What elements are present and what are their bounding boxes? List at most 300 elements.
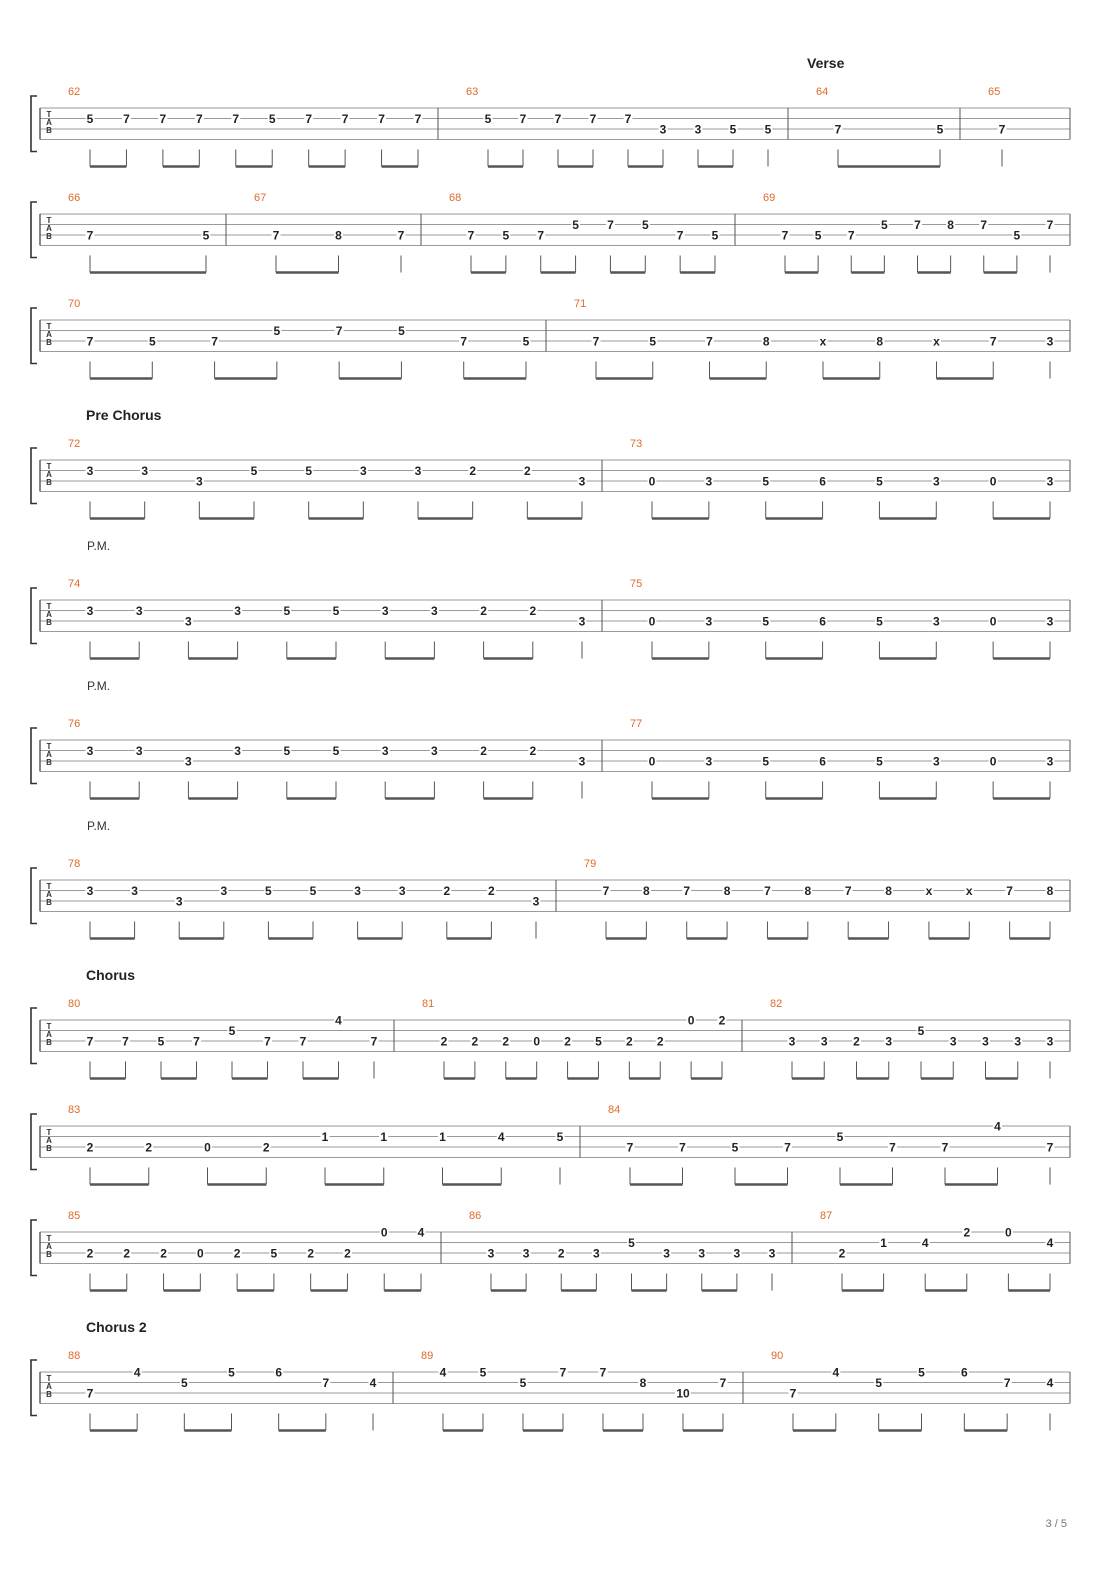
fret-number: 5 — [936, 122, 944, 137]
measure-number: 77 — [630, 718, 643, 730]
fret-number: 2 — [488, 884, 495, 898]
fret-number: 3 — [195, 474, 203, 489]
measure-number: 66 — [68, 192, 81, 204]
measure-number: 89 — [421, 1350, 434, 1362]
fret-number: 7 — [211, 334, 218, 349]
palm-mute-annotation: P.M. — [87, 819, 111, 833]
tab-clef-letter: T — [46, 882, 52, 891]
fret-number: 7 — [1003, 1376, 1011, 1390]
measure-number: 88 — [68, 1350, 81, 1362]
fret-number: 4 — [1046, 1236, 1054, 1250]
fret-number: 3 — [141, 464, 149, 478]
tab-clef-letter: B — [46, 758, 52, 767]
fret-number: 5 — [283, 744, 291, 758]
tab-clef-letter: A — [46, 890, 52, 899]
fret-number: 7 — [592, 334, 600, 349]
fret-number: 5 — [250, 464, 258, 478]
fret-number: 3 — [86, 744, 94, 758]
fret-number: 3 — [698, 1246, 706, 1261]
fret-number: 7 — [335, 324, 343, 338]
fret-number: 7 — [607, 218, 614, 232]
fret-number: 5 — [876, 474, 883, 489]
staff-system — [31, 539, 1070, 659]
fret-number: 2 — [307, 1246, 315, 1261]
fret-number: 2 — [443, 884, 451, 898]
fret-number: 7 — [706, 334, 713, 349]
tab-clef-letter: A — [46, 224, 52, 233]
fret-number: 5 — [711, 228, 719, 243]
fret-number: 1 — [380, 1130, 388, 1144]
fret-number: 5 — [270, 1246, 278, 1261]
measure-number: 86 — [469, 1210, 482, 1222]
fret-number: 3 — [1046, 1034, 1054, 1049]
fret-number: 4 — [335, 1013, 342, 1028]
fret-number: 7 — [397, 228, 405, 243]
palm-mute-annotation: P.M. — [87, 679, 111, 693]
system-bracket — [31, 448, 37, 504]
fret-number: 7 — [1046, 1140, 1054, 1155]
fret-number: 7 — [305, 112, 313, 126]
fret-number: 5 — [814, 228, 822, 243]
fret-number: 7 — [989, 334, 997, 349]
fret-number: 8 — [335, 228, 342, 243]
fret-number: 2 — [838, 1246, 846, 1261]
section-marker: Chorus — [86, 967, 135, 983]
fret-number: 3 — [982, 1034, 989, 1049]
fret-number: 7 — [122, 1034, 129, 1049]
measure-number: 62 — [68, 86, 81, 98]
fret-number: 7 — [781, 228, 789, 243]
fret-number: 4 — [994, 1119, 1001, 1134]
tab-clef-letter: A — [46, 330, 52, 339]
fret-number: 3 — [234, 744, 241, 758]
fret-number: 7 — [980, 218, 988, 232]
system-bracket — [31, 588, 37, 644]
system-bracket — [31, 868, 37, 924]
staff-system — [31, 1319, 1070, 1431]
fret-number: 3 — [705, 474, 713, 489]
fret-number: 5 — [918, 1365, 925, 1380]
fret-number: 5 — [595, 1034, 602, 1049]
fret-number: 5 — [876, 614, 883, 629]
tab-clef-letter: B — [46, 1390, 52, 1399]
fret-number: 6 — [819, 474, 826, 489]
tab-clef-letter: A — [46, 470, 52, 479]
fret-number: 2 — [233, 1246, 241, 1261]
system-bracket — [31, 728, 37, 784]
tab-clef-letter: B — [46, 478, 52, 487]
fret-number: 3 — [135, 604, 143, 618]
fret-number: 7 — [86, 1386, 94, 1401]
fret-number: 7 — [370, 1034, 378, 1049]
fret-number: 3 — [1014, 1034, 1022, 1049]
fret-number: 3 — [135, 744, 143, 758]
fret-number: 8 — [804, 884, 812, 898]
fret-number: 2 — [145, 1140, 153, 1155]
fret-number: 3 — [1046, 334, 1054, 349]
fret-number: 5 — [157, 1034, 165, 1049]
system-bracket — [31, 308, 37, 364]
fret-number: 3 — [532, 894, 540, 909]
fret-number: 5 — [641, 218, 649, 232]
measure-number: 87 — [820, 1210, 833, 1222]
measure-number: 63 — [466, 86, 479, 98]
fret-number: 5 — [731, 1140, 739, 1155]
measure-number: 80 — [68, 998, 81, 1010]
fret-number: 2 — [160, 1246, 167, 1261]
fret-number: 5 — [332, 604, 340, 618]
palm-mute-annotation: P.M. — [87, 539, 111, 553]
fret-number: 2 — [123, 1246, 131, 1261]
fret-number: 2 — [262, 1140, 270, 1155]
fret-number: 3 — [949, 1034, 957, 1049]
staff-system — [31, 55, 1070, 167]
fret-number: 7 — [519, 112, 527, 126]
fret-number: 8 — [762, 334, 770, 349]
fret-number: 7 — [414, 112, 422, 126]
tab-clef-letter: B — [46, 1250, 52, 1259]
fret-number: 2 — [440, 1034, 448, 1049]
fret-number: 3 — [359, 464, 367, 478]
measure-number: 82 — [770, 998, 783, 1010]
fret-number: 5 — [332, 744, 340, 758]
measure-number: 79 — [584, 858, 597, 870]
fret-number: 3 — [788, 1034, 796, 1049]
fret-number: 7 — [264, 1034, 271, 1049]
measure-number: 73 — [630, 438, 643, 450]
fret-number: 0 — [648, 754, 656, 769]
fret-number: 3 — [234, 604, 241, 618]
fret-number: 8 — [723, 884, 731, 898]
fret-number: x — [933, 334, 940, 349]
fret-number: 3 — [131, 884, 138, 898]
fret-number: 5 — [265, 884, 272, 898]
fret-number: 5 — [762, 474, 770, 489]
tab-clef-letter: T — [46, 1234, 52, 1243]
fret-number: 1 — [321, 1130, 329, 1144]
measure-number: 72 — [68, 438, 81, 450]
measure-number: 76 — [68, 718, 81, 730]
fret-number: 5 — [556, 1130, 564, 1144]
fret-number: 10 — [676, 1386, 690, 1401]
fret-number: 2 — [529, 744, 537, 758]
fret-number: 5 — [273, 324, 281, 338]
fret-number: 7 — [1006, 884, 1013, 898]
fret-number: 5 — [86, 112, 94, 126]
fret-number: 3 — [1046, 614, 1054, 629]
fret-number: 5 — [1013, 228, 1021, 243]
fret-number: 7 — [1046, 218, 1054, 232]
fret-number: 2 — [656, 1034, 664, 1049]
fret-number: 3 — [431, 604, 438, 618]
measure-number: 69 — [763, 192, 776, 204]
fret-number: x — [819, 334, 827, 349]
measure-number: 90 — [771, 1350, 784, 1362]
staff-system — [31, 1210, 1070, 1291]
fret-number: 3 — [659, 122, 667, 137]
fret-number: 3 — [932, 754, 940, 769]
tab-clef-letter: B — [46, 126, 52, 135]
fret-number: 7 — [554, 112, 562, 126]
fret-number: 3 — [185, 754, 192, 769]
fret-number: 7 — [626, 1140, 634, 1155]
fret-number: 3 — [663, 1246, 670, 1261]
fret-number: 3 — [175, 894, 183, 909]
fret-number: 2 — [523, 464, 531, 478]
fret-number: 3 — [398, 884, 406, 898]
fret-number: 0 — [687, 1013, 695, 1028]
fret-number: 5 — [309, 884, 317, 898]
fret-number: 3 — [705, 754, 713, 769]
fret-number: 3 — [86, 464, 94, 478]
fret-number: 5 — [729, 122, 737, 137]
fret-number: 4 — [133, 1365, 141, 1380]
fret-number: 0 — [989, 754, 997, 769]
fret-number: 5 — [305, 464, 313, 478]
measure-number: 65 — [988, 86, 1001, 98]
fret-number: 8 — [643, 884, 650, 898]
fret-number: 5 — [283, 604, 291, 618]
tab-clef-letter: A — [46, 1382, 52, 1391]
fret-number: 1 — [439, 1130, 446, 1144]
section-marker: Chorus 2 — [86, 1319, 147, 1335]
fret-number: 2 — [853, 1034, 860, 1049]
tab-clef-letter: A — [46, 1136, 52, 1145]
fret-number: 2 — [529, 604, 537, 618]
fret-number: 8 — [639, 1376, 647, 1390]
fret-number: 5 — [228, 1365, 235, 1380]
fret-number: 7 — [299, 1034, 307, 1049]
fret-number: 2 — [502, 1034, 510, 1049]
fret-number: x — [965, 884, 973, 898]
fret-number: 5 — [519, 1376, 527, 1390]
fret-number: 5 — [836, 1130, 844, 1144]
fret-number: 3 — [593, 1246, 600, 1261]
fret-number: 3 — [932, 474, 940, 489]
fret-number: 3 — [932, 614, 940, 629]
fret-number: 7 — [764, 884, 771, 898]
fret-number: 0 — [533, 1034, 541, 1049]
fret-number: 3 — [381, 604, 389, 618]
fret-number: 8 — [885, 884, 892, 898]
fret-number: 2 — [480, 744, 487, 758]
fret-number: 2 — [480, 604, 487, 618]
fret-number: 4 — [1046, 1376, 1054, 1390]
fret-number: 6 — [819, 614, 826, 629]
fret-number: 4 — [832, 1365, 840, 1380]
fret-number: 5 — [917, 1024, 925, 1038]
fret-number: 7 — [679, 1140, 686, 1155]
fret-number: 3 — [86, 604, 94, 618]
fret-number: 3 — [354, 884, 361, 898]
tab-clef-letter: T — [46, 322, 52, 331]
fret-number: 7 — [784, 1140, 791, 1155]
fret-number: 3 — [431, 744, 438, 758]
fret-number: 5 — [268, 112, 276, 126]
fret-number: 7 — [844, 884, 852, 898]
tab-clef-letter: A — [46, 118, 52, 127]
fret-number: 2 — [86, 1140, 94, 1155]
fret-number: x — [925, 884, 933, 898]
tab-clef-letter: T — [46, 1022, 52, 1031]
fret-number: 7 — [624, 112, 632, 126]
fret-number: 8 — [947, 218, 954, 232]
fret-number: 3 — [733, 1246, 741, 1261]
staff-system — [31, 407, 1070, 519]
fret-number: 7 — [322, 1376, 330, 1390]
fret-number: 7 — [232, 112, 240, 126]
fret-number: 7 — [602, 884, 610, 898]
fret-number: 5 — [764, 122, 772, 137]
fret-number: 3 — [578, 754, 586, 769]
fret-number: 5 — [762, 614, 770, 629]
tab-clef-letter: T — [46, 110, 52, 119]
fret-number: 3 — [768, 1246, 776, 1261]
fret-number: 2 — [469, 464, 477, 478]
fret-number: 5 — [628, 1236, 635, 1250]
staff-system — [31, 967, 1070, 1079]
fret-number: 3 — [522, 1246, 530, 1261]
tab-clef-letter: T — [46, 602, 52, 611]
tab-clef-letter: B — [46, 232, 52, 241]
measure-number: 74 — [68, 578, 81, 590]
fret-number: 5 — [649, 334, 657, 349]
measure-number: 84 — [608, 1104, 621, 1116]
fret-number: 0 — [989, 614, 997, 629]
tab-clef-letter: T — [46, 742, 52, 751]
fret-number: 0 — [648, 474, 656, 489]
system-bracket — [31, 1360, 37, 1416]
measure-number: 70 — [68, 298, 81, 310]
fret-number: 7 — [683, 884, 691, 898]
fret-number: 3 — [820, 1034, 828, 1049]
fret-number: 7 — [272, 228, 280, 243]
fret-number: 7 — [193, 1034, 200, 1049]
fret-number: 7 — [86, 228, 94, 243]
fret-number: 5 — [762, 754, 770, 769]
fret-number: 2 — [625, 1034, 633, 1049]
fret-number: 2 — [557, 1246, 565, 1261]
staff-system — [31, 1104, 1070, 1185]
measure-number: 81 — [422, 998, 435, 1010]
fret-number: 7 — [589, 112, 597, 126]
fret-number: 3 — [694, 122, 702, 137]
tab-clef-letter: A — [46, 1242, 52, 1251]
fret-number: 6 — [275, 1365, 283, 1380]
measure-number: 83 — [68, 1104, 81, 1116]
fret-number: 6 — [819, 754, 826, 769]
fret-number: 7 — [998, 122, 1006, 137]
fret-number: 5 — [522, 334, 530, 349]
fret-number: 5 — [881, 218, 888, 232]
fret-number: 5 — [398, 324, 405, 338]
staff-system — [31, 192, 1070, 273]
tab-clef-letter: B — [46, 618, 52, 627]
fret-number: 2 — [718, 1013, 726, 1028]
fret-number: 7 — [559, 1365, 567, 1380]
section-marker: Pre Chorus — [86, 407, 162, 423]
fret-number: 0 — [196, 1246, 204, 1261]
fret-number: 3 — [381, 744, 389, 758]
tab-clef-letter: T — [46, 462, 52, 471]
fret-number: 7 — [159, 112, 167, 126]
measure-number: 64 — [816, 86, 829, 98]
system-bracket — [31, 202, 37, 258]
fret-number: 0 — [1005, 1225, 1012, 1240]
fret-number: 3 — [578, 474, 586, 489]
fret-number: 2 — [86, 1246, 94, 1261]
section-marker: Verse — [807, 55, 845, 71]
tab-clef-letter: A — [46, 1030, 52, 1039]
fret-number: 5 — [875, 1376, 883, 1390]
tab-clef-letter: T — [46, 1374, 52, 1383]
fret-number: 3 — [220, 884, 228, 898]
fret-number: 7 — [719, 1376, 727, 1390]
fret-number: 5 — [180, 1376, 188, 1390]
measure-number: 75 — [630, 578, 643, 590]
fret-number: 3 — [578, 614, 586, 629]
fret-number: 8 — [876, 334, 884, 349]
fret-number: 3 — [487, 1246, 495, 1261]
tab-clef-letter: B — [46, 1144, 52, 1153]
fret-number: 7 — [460, 334, 468, 349]
fret-number: 3 — [86, 884, 94, 898]
system-bracket — [31, 1008, 37, 1064]
fret-number: 4 — [439, 1365, 447, 1380]
fret-number: 3 — [705, 614, 713, 629]
measure-number: 85 — [68, 1210, 81, 1222]
fret-number: 7 — [123, 112, 130, 126]
fret-number: 5 — [876, 754, 883, 769]
fret-number: 0 — [380, 1225, 388, 1240]
fret-number: 1 — [880, 1236, 887, 1250]
fret-number: 5 — [202, 228, 210, 243]
staff-system — [31, 298, 1070, 379]
fret-number: 0 — [989, 474, 997, 489]
fret-number: 5 — [479, 1365, 487, 1380]
fret-number: 7 — [834, 122, 842, 137]
fret-number: 7 — [86, 1034, 94, 1049]
fret-number: 3 — [885, 1034, 893, 1049]
fret-number: 7 — [467, 228, 475, 243]
fret-number: 7 — [599, 1365, 607, 1380]
measure-number: 71 — [574, 298, 587, 310]
fret-number: 7 — [86, 334, 94, 349]
system-bracket — [31, 96, 37, 152]
fret-number: 5 — [148, 334, 156, 349]
fret-number: 3 — [185, 614, 192, 629]
fret-number: 3 — [414, 464, 422, 478]
measure-number: 78 — [68, 858, 81, 870]
fret-number: 5 — [572, 218, 579, 232]
staff-system — [31, 819, 1070, 939]
fret-number: 0 — [648, 614, 656, 629]
fret-number: 7 — [889, 1140, 896, 1155]
fret-number: 5 — [484, 112, 492, 126]
fret-number: 0 — [204, 1140, 211, 1155]
fret-number: 7 — [378, 112, 385, 126]
fret-number: 7 — [789, 1386, 797, 1401]
fret-number: 4 — [369, 1376, 377, 1390]
fret-number: 7 — [341, 112, 349, 126]
fret-number: 3 — [1046, 474, 1054, 489]
fret-number: 2 — [564, 1034, 571, 1049]
fret-number: 7 — [537, 228, 545, 243]
tab-clef-letter: T — [46, 216, 52, 225]
measure-number: 68 — [449, 192, 462, 204]
fret-number: 7 — [195, 112, 203, 126]
tab-clef-letter: B — [46, 898, 52, 907]
